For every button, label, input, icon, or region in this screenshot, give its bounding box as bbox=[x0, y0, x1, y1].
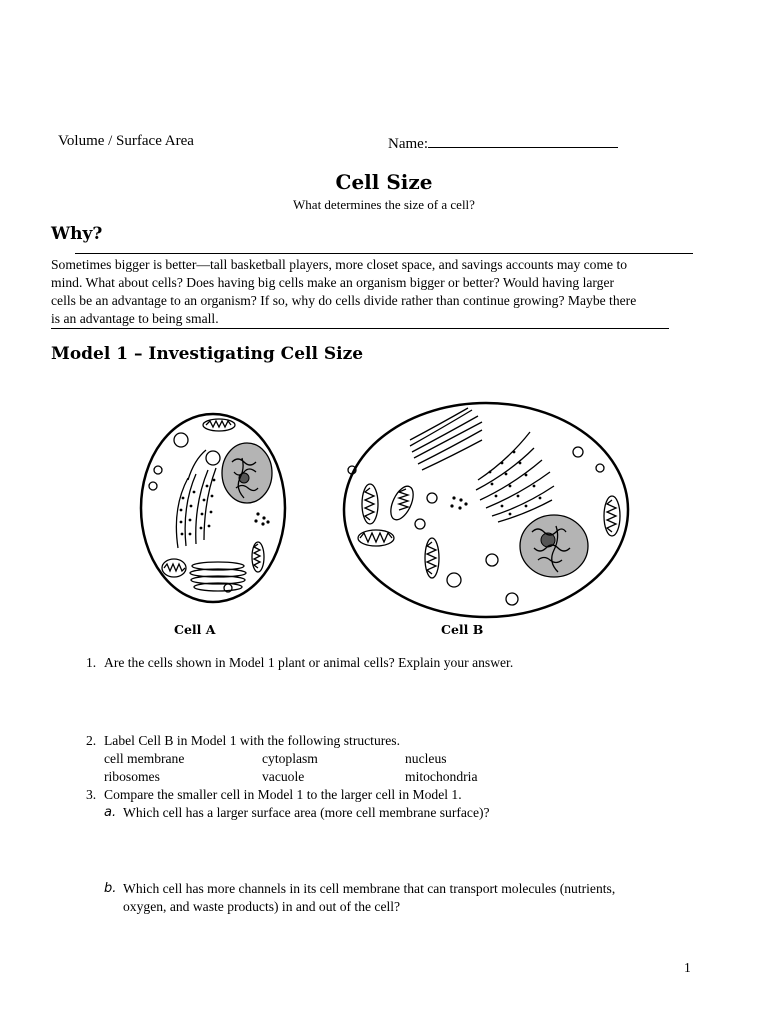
question-2-number: 2. bbox=[86, 733, 97, 748]
cell-b-mitochondrion bbox=[425, 538, 439, 578]
cell-b-nucleus bbox=[520, 515, 588, 577]
question-3-text: Compare the smaller cell in Model 1 to the larger cell in Model 1. bbox=[104, 787, 462, 802]
why-line-3: cells be an advantage to an organism? If so, why do cells divide rather than continue growing? Maybe there bbox=[51, 293, 637, 308]
model-1-heading: Model 1 – Investigating Cell Size bbox=[51, 344, 364, 364]
page-subtitle: What determines the size of a cell? bbox=[293, 197, 475, 212]
question-1-text: Are the cells shown in Model 1 plant or animal cells? Explain your answer. bbox=[104, 655, 514, 670]
term-vacuole: vacuole bbox=[262, 769, 305, 784]
cell-a-mitochondrion bbox=[203, 419, 235, 431]
name-blank-line[interactable] bbox=[428, 133, 618, 148]
model-1-cells-figure bbox=[0, 390, 768, 625]
cell-b-rough-er bbox=[476, 432, 554, 522]
question-3a-letter: a. bbox=[104, 805, 117, 820]
question-3b-letter: b. bbox=[104, 881, 117, 896]
question-1-number: 1. bbox=[86, 655, 97, 670]
why-heading: Why? bbox=[51, 224, 103, 244]
cell-b-mitochondrion bbox=[386, 483, 418, 523]
why-divider bbox=[75, 253, 693, 254]
why-paragraph bbox=[51, 256, 711, 329]
cell-a-label: Cell A bbox=[174, 622, 216, 637]
cell-a-vacuole bbox=[174, 433, 188, 447]
question-3b-text-line-2: oxygen, and waste products) in and out of the cell? bbox=[123, 899, 401, 914]
cell-b-ribosomes bbox=[450, 496, 467, 509]
cell-b-vacuole bbox=[486, 554, 498, 566]
cell-a-mitochondrion bbox=[252, 542, 264, 572]
cell-b-mitochondrion bbox=[362, 484, 378, 524]
cell-a-nucleus bbox=[222, 443, 272, 503]
cell-b-label: Cell B bbox=[441, 622, 484, 637]
why-line-2: mind. What about cells? Does having big cells make an organism bigger or better? Would having larger bbox=[51, 275, 615, 290]
why-line-1: Sometimes bigger is better—tall basketball players, more closet space, and savings accounts may come to bbox=[51, 257, 628, 272]
term-cytoplasm: cytoplasm bbox=[262, 751, 318, 766]
cell-a-vacuole bbox=[206, 451, 220, 465]
cell-b-vacuole bbox=[415, 519, 425, 529]
page-title: Cell Size bbox=[335, 170, 433, 194]
question-2-text: Label Cell B in Model 1 with the following structures. bbox=[104, 733, 400, 748]
name-field[interactable] bbox=[388, 133, 618, 153]
term-mitochondria: mitochondria bbox=[405, 769, 478, 784]
cell-b-mitochondrion bbox=[604, 496, 620, 536]
question-3b-text-line-1: Which cell has more channels in its cell membrane that can transport molecules (nutrients, bbox=[123, 881, 616, 896]
cell-b-vacuole bbox=[596, 464, 604, 472]
question-3-number: 3. bbox=[86, 787, 97, 802]
name-label: Name: bbox=[388, 136, 428, 152]
question-3a-text: Which cell has a larger surface area (more cell membrane surface)? bbox=[123, 805, 490, 820]
why-line-4: is an advantage to being small. bbox=[51, 310, 669, 329]
cell-b-diagram bbox=[344, 403, 628, 617]
cell-b-golgi bbox=[410, 408, 482, 470]
cell-b-vacuole bbox=[447, 573, 461, 587]
cell-a-ribosomes bbox=[254, 512, 269, 525]
cell-a-mitochondrion bbox=[162, 559, 186, 577]
cell-b-vacuole bbox=[427, 493, 437, 503]
cell-b-vacuole bbox=[573, 447, 583, 457]
cell-a-vacuole bbox=[149, 482, 157, 490]
cell-a-vacuole bbox=[154, 466, 162, 474]
term-cell-membrane: cell membrane bbox=[104, 751, 185, 766]
cell-a-golgi bbox=[190, 562, 246, 591]
term-ribosomes: ribosomes bbox=[104, 769, 160, 784]
page-number: 1 bbox=[684, 960, 691, 975]
cell-b-mitochondrion bbox=[358, 530, 394, 546]
term-nucleus: nucleus bbox=[405, 751, 447, 766]
cell-b-vacuole bbox=[506, 593, 518, 605]
cell-a-diagram bbox=[141, 414, 285, 602]
cell-a-membrane bbox=[141, 414, 285, 602]
cell-b-membrane bbox=[344, 403, 628, 617]
worksheet-topic: Volume / Surface Area bbox=[58, 133, 194, 149]
